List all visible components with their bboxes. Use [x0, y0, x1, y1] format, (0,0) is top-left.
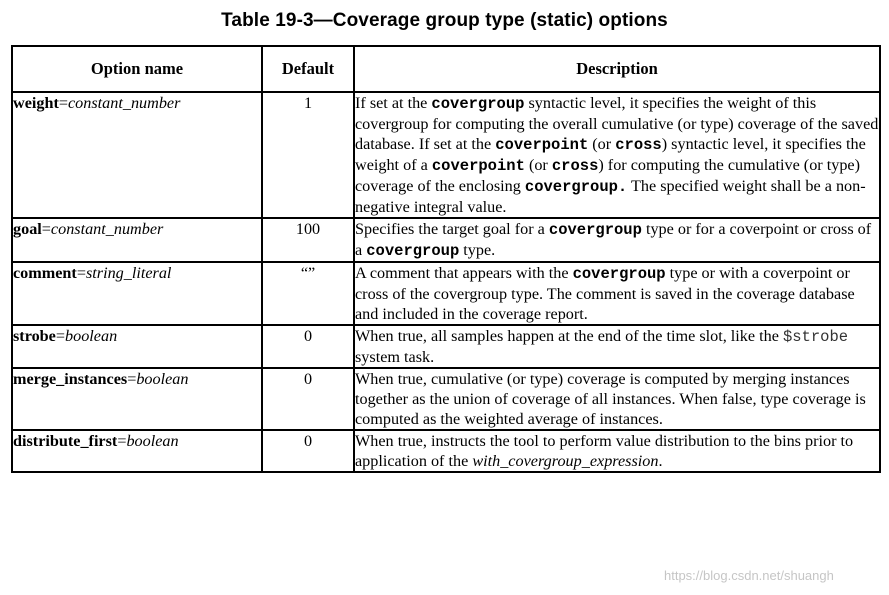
description-cell: [354, 368, 880, 430]
default-value: “”: [262, 262, 354, 325]
keyword: covergroup: [431, 95, 525, 113]
option-type: string_literal: [85, 264, 172, 282]
table-row: [12, 368, 880, 430]
default-value: 0: [262, 430, 354, 472]
option-name: goal: [13, 220, 42, 238]
option-type: constant_number: [68, 94, 181, 112]
table-row: [12, 430, 880, 472]
option-equals: =: [55, 327, 66, 345]
table-caption: Table 19-3—Coverage group type (static) options: [221, 10, 668, 31]
description-text: .: [658, 452, 663, 470]
italic-term: with_covergroup_expression: [472, 452, 659, 470]
keyword: covergroup: [548, 221, 642, 239]
option-equals: =: [41, 220, 51, 238]
description-cell: [354, 92, 880, 218]
keyword: coverpoint: [495, 136, 589, 154]
description-text: type or for a coverpoint or cross of a: [355, 220, 872, 259]
option-type: boolean: [136, 370, 189, 388]
keyword: covergroup.: [524, 178, 628, 196]
default-value: 0: [262, 325, 354, 368]
option-name-cell: [12, 325, 262, 368]
option-name-cell: [12, 262, 262, 325]
option-equals: =: [117, 432, 127, 450]
table-row: [12, 92, 880, 218]
option-name: strobe: [13, 327, 56, 345]
option-equals: =: [58, 94, 68, 112]
option-type: boolean: [126, 432, 179, 450]
description-cell: [354, 218, 880, 262]
description-text: type.: [459, 241, 496, 259]
description-text: A comment that appears with the: [355, 264, 573, 282]
keyword: covergroup: [366, 242, 460, 260]
option-name: weight: [13, 94, 59, 112]
description-text: (or: [524, 156, 552, 174]
description-text: When true, all samples happen at the end of the time slot, like the: [355, 327, 783, 345]
description-text: system task.: [355, 348, 435, 366]
option-name-cell: [12, 218, 262, 262]
description-text: ) syntactic level, it specifies the weight of a: [355, 135, 866, 174]
option-equals: =: [127, 370, 137, 388]
default-value: 1: [262, 92, 354, 218]
keyword: covergroup: [572, 265, 666, 283]
description-text: (or: [588, 135, 616, 153]
table-header-row: [12, 46, 880, 92]
system-task: $strobe: [782, 328, 849, 346]
description-cell: [354, 262, 880, 325]
option-name-cell: [12, 368, 262, 430]
keyword: coverpoint: [431, 157, 525, 175]
table-row: [12, 325, 880, 368]
keyword: cross: [551, 157, 599, 175]
option-type: constant_number: [50, 220, 164, 238]
description-text: Specifies the target goal for a: [355, 220, 549, 238]
watermark: https://blog.csdn.net/shuangh: [664, 568, 834, 583]
description-text: type or with a coverpoint or cross of the covergroup type. The comment is saved in the coverage database and included in the coverage report.: [355, 264, 855, 323]
table-row: [12, 218, 880, 262]
description-text: When true, instructs the tool to perform value distribution to the bins prior to application of the: [355, 432, 854, 470]
keyword: cross: [615, 136, 662, 154]
table-body: [12, 92, 880, 472]
option-type: boolean: [65, 327, 118, 345]
header-option-name: Option name: [12, 46, 262, 92]
description-text: The specified weight shall be a non-negative integral value.: [355, 177, 866, 216]
table-row: [12, 262, 880, 325]
option-name-cell: [12, 430, 262, 472]
default-value: 100: [262, 218, 354, 262]
default-value: 0: [262, 368, 354, 430]
description-text: syntactic level, it specifies the weight of this covergroup for computing the overall cumulative (or type) coverage of the saved database. If set at the: [355, 94, 879, 153]
option-name: distribute_first: [13, 432, 118, 450]
option-name: comment: [13, 264, 77, 282]
option-equals: =: [76, 264, 86, 282]
description-text: If set at the: [355, 94, 432, 112]
description-cell: [354, 325, 880, 368]
header-default: Default: [262, 46, 354, 92]
description-text: ) for computing the cumulative (or type) coverage of the enclosing: [355, 156, 860, 195]
description-cell: [354, 430, 880, 472]
description-text: When true, cumulative (or type) coverage is computed by merging instances together as the union of coverage of all instances. When false, type coverage is computed as the weighted average of instances.: [355, 370, 866, 428]
option-name: merge_instances: [13, 370, 128, 388]
options-table: [11, 45, 881, 473]
option-name-cell: [12, 92, 262, 218]
header-description: Description: [354, 46, 880, 92]
